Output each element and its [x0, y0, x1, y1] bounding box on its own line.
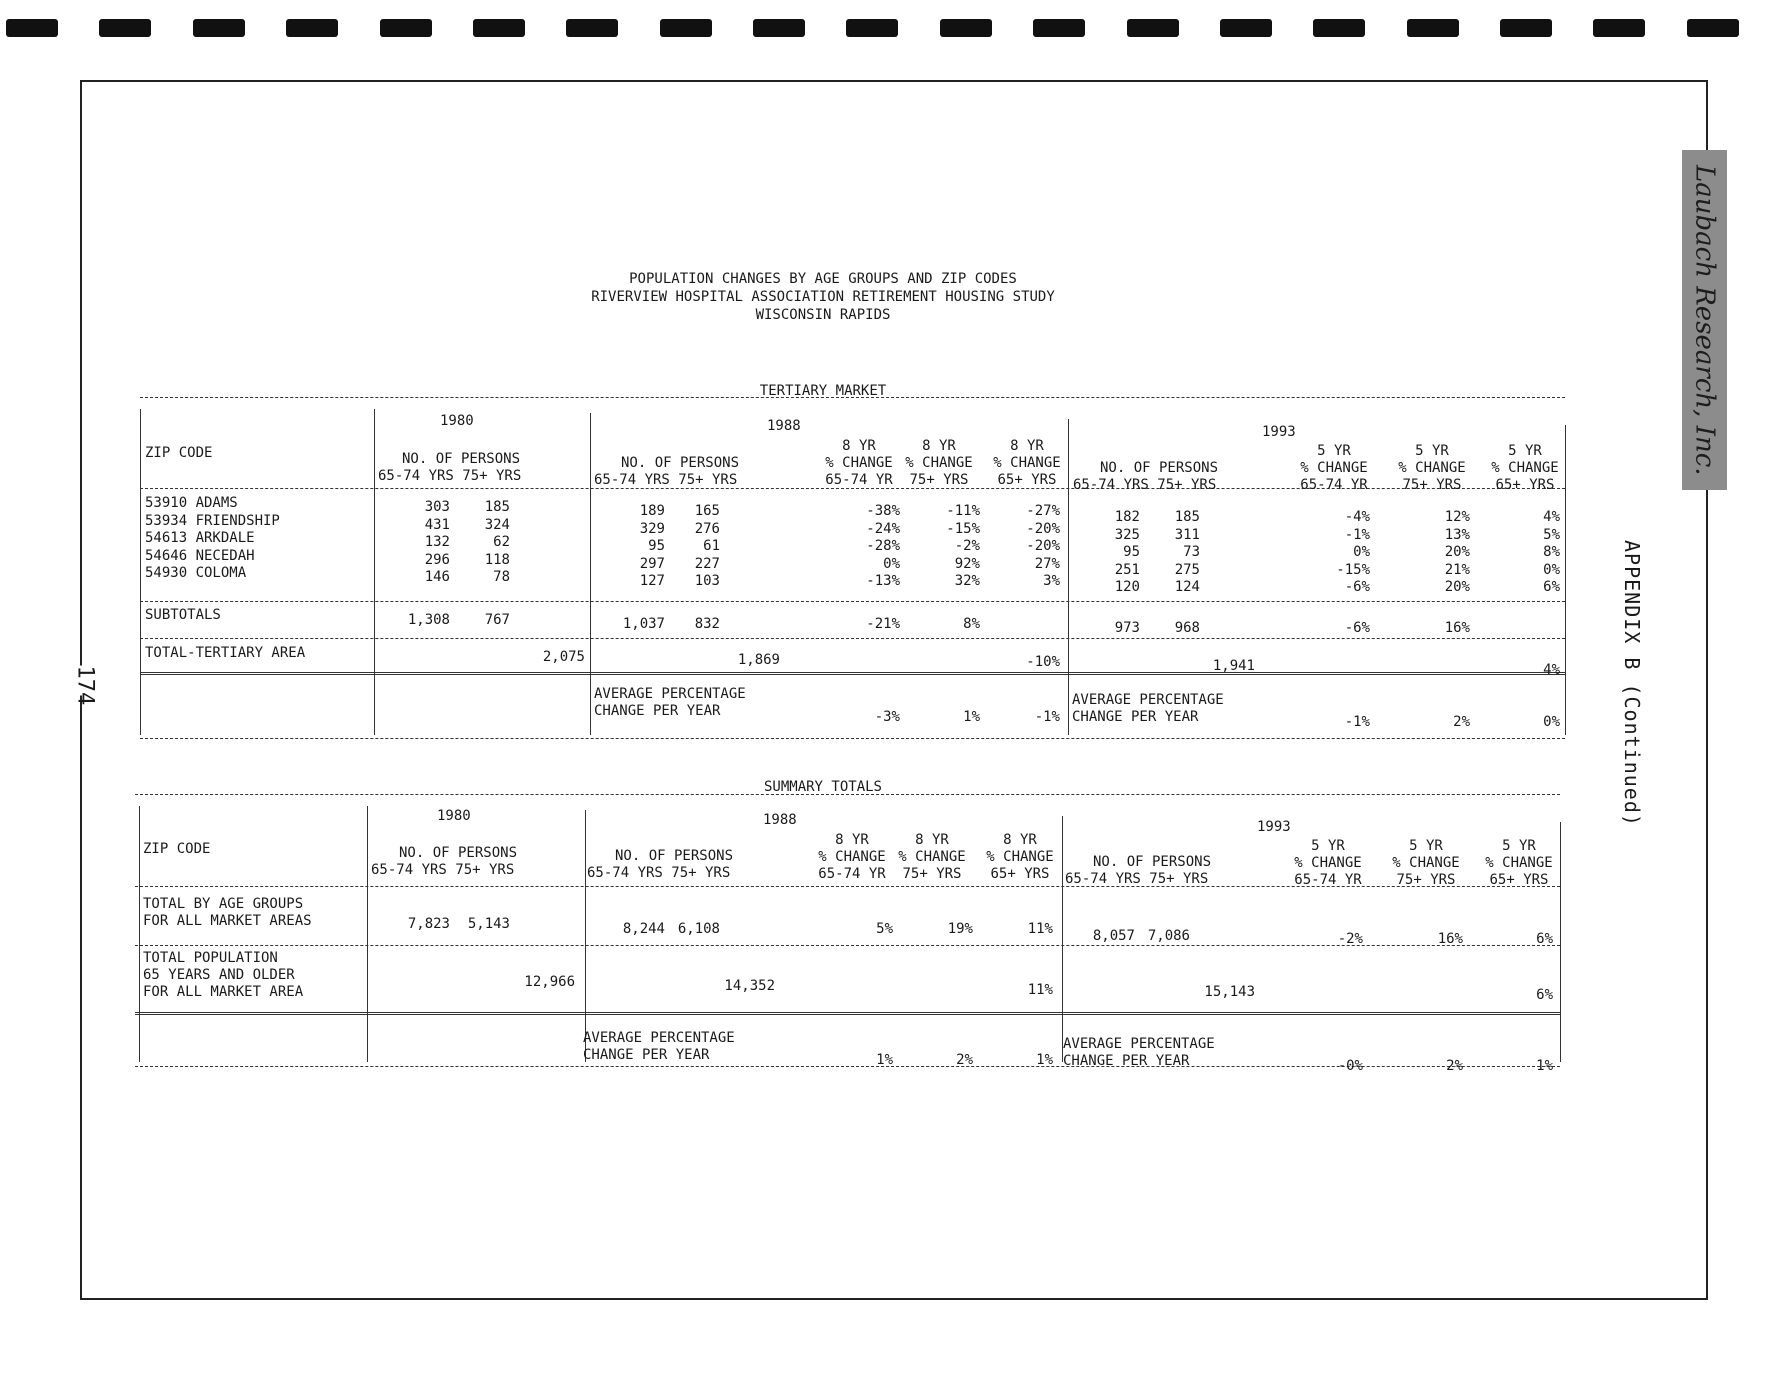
- table-cell: -20%: [1026, 520, 1060, 537]
- appendix-label: APPENDIX B (Continued): [1620, 540, 1644, 827]
- logo-text: Laubach Research, Inc.: [1689, 164, 1720, 476]
- tertiary-market-title: TERTIARY MARKET: [759, 383, 887, 399]
- table-cell: -13%: [866, 573, 900, 589]
- total-cell: -10%: [1026, 654, 1060, 670]
- change-8yr-b: 8 YR % CHANGE 75+ YRS: [905, 438, 973, 488]
- column-divider: [367, 806, 368, 1062]
- table-cell: 227: [694, 555, 720, 572]
- summary-cell: 16%: [1437, 931, 1463, 947]
- table-cell: 20%: [1444, 579, 1470, 595]
- table-cell: 324: [484, 516, 510, 533]
- summary-cell: 8,057: [1092, 928, 1135, 944]
- table-cell: 182: [1114, 509, 1140, 525]
- table-cell: 62: [493, 534, 510, 550]
- subtotal-cell: 1,037: [622, 616, 665, 632]
- rule: [140, 638, 1565, 639]
- summary-cell: -2%: [1337, 931, 1363, 947]
- total-cell: 1,941: [1212, 658, 1255, 674]
- zip-code-cell: 54613 ARKDALE: [145, 530, 255, 546]
- year-1988-header: 1988: [767, 418, 801, 434]
- change-5yr-a: 5 YR % CHANGE 65-74 YR: [1300, 443, 1368, 493]
- table-cell: 275: [1174, 561, 1200, 578]
- table-cell: 0%: [883, 555, 900, 572]
- summary-cell: 15,143: [1204, 984, 1255, 1000]
- column-divider: [585, 810, 586, 1062]
- title-line-2: RIVERVIEW HOSPITAL ASSOCIATION RETIREMENT HOUSING STUDY: [591, 289, 1055, 305]
- subtotal-cell: 968: [1174, 620, 1200, 636]
- zip-code-cell: 53934 FRIENDSHIP: [145, 512, 280, 529]
- summary-cell: 14,352: [724, 978, 775, 994]
- table-cell: -1%: [1344, 526, 1370, 543]
- subtotal-cell: -6%: [1344, 620, 1370, 636]
- rule: [135, 794, 1560, 795]
- summary-cell: 6%: [1536, 931, 1553, 947]
- subtotal-cell: 1,308: [407, 612, 450, 628]
- column-divider: [1068, 419, 1069, 735]
- table-cell: -4%: [1344, 509, 1370, 525]
- double-rule: [140, 672, 1565, 675]
- age-cols-1988: 65-74 YRS 75+ YRS: [594, 472, 738, 488]
- title-line-1: POPULATION CHANGES BY AGE GROUPS AND ZIP CODES: [629, 271, 1017, 287]
- table-cell: 251: [1114, 561, 1140, 578]
- no-persons-1980: NO. OF PERSONS: [399, 845, 518, 861]
- total-tertiary-label: TOTAL-TERTIARY AREA: [145, 645, 306, 661]
- table-cell: 325: [1114, 526, 1140, 543]
- table-cell: 8%: [1543, 544, 1560, 560]
- table-cell: 95: [648, 538, 665, 554]
- change-5yr-b: 5 YR % CHANGE 75+ YRS: [1398, 443, 1466, 493]
- table-cell: 21%: [1444, 561, 1470, 578]
- year-1988-header: 1988: [763, 812, 797, 828]
- table-cell: 0%: [1353, 544, 1370, 560]
- table-cell: 5%: [1543, 526, 1560, 543]
- table-cell: 132: [424, 534, 450, 550]
- summary-cell: 5%: [876, 921, 893, 937]
- zip-code-header: ZIP CODE: [143, 841, 211, 857]
- table-cell: 6%: [1543, 579, 1560, 595]
- no-persons-1993: NO. OF PERSONS: [1093, 854, 1212, 870]
- table-cell: -27%: [1026, 503, 1060, 519]
- page-number: 174: [72, 665, 98, 706]
- subtotals-label: SUBTOTALS: [145, 607, 221, 623]
- change-5yr-c: 5 YR % CHANGE 65+ YRS: [1485, 838, 1553, 888]
- avg-cell: -1%: [1344, 714, 1370, 730]
- avg-cell: 2%: [1453, 714, 1470, 730]
- table-cell: 118: [484, 551, 510, 568]
- table-cell: 146: [424, 569, 450, 585]
- table-cell: 95: [1123, 544, 1140, 560]
- rule: [140, 397, 1565, 398]
- table-cell: -2%: [954, 538, 980, 554]
- table-cell: 73: [1183, 544, 1200, 560]
- subtotal-cell: 767: [484, 612, 510, 628]
- column-divider: [1565, 425, 1566, 735]
- table-cell: -24%: [866, 520, 900, 537]
- avg-cell: 0%: [1543, 714, 1560, 730]
- document-title: [0, 270, 1646, 324]
- table-cell: 296: [424, 551, 450, 568]
- avg-cell: -0%: [1337, 1058, 1363, 1074]
- summary-cell: 19%: [947, 921, 973, 937]
- binding-punch-holes: [6, 19, 1739, 39]
- zip-code-cell: 54646 NECEDAH: [145, 547, 255, 564]
- table-cell: 3%: [1043, 573, 1060, 589]
- no-persons-1988: NO. OF PERSONS: [621, 455, 740, 471]
- column-divider: [1560, 822, 1561, 1062]
- zip-code-cell: 53910 ADAMS: [145, 495, 238, 511]
- rule: [140, 738, 1565, 739]
- age-cols-1988: 65-74 YRS 75+ YRS: [587, 865, 731, 881]
- table-cell: 61: [703, 538, 720, 554]
- table-cell: -15%: [946, 520, 980, 537]
- column-divider: [590, 413, 591, 735]
- avg-cell: 2%: [956, 1052, 973, 1068]
- table-cell: 12%: [1444, 509, 1470, 525]
- change-8yr-b: 8 YR % CHANGE 75+ YRS: [898, 832, 966, 882]
- no-persons-1988: NO. OF PERSONS: [615, 848, 734, 864]
- summary-cell: 8,244: [622, 921, 665, 937]
- summary-totals-title: SUMMARY TOTALS: [763, 779, 882, 795]
- change-8yr-a: 8 YR % CHANGE 65-74 YR: [825, 438, 893, 488]
- year-1993-header: 1993: [1262, 424, 1296, 440]
- no-persons-1980: NO. OF PERSONS: [402, 451, 521, 467]
- age-cols-1993: 65-74 YRS 75+ YRS: [1073, 477, 1217, 493]
- age-cols-1980: 65-74 YRS 75+ YRS: [378, 468, 522, 484]
- table-cell: 27%: [1034, 555, 1060, 572]
- change-5yr-c: 5 YR % CHANGE 65+ YRS: [1491, 443, 1559, 493]
- subtotal-cell: 973: [1114, 620, 1140, 636]
- subtotal-cell: 832: [694, 616, 720, 632]
- table-cell: 0%: [1543, 561, 1560, 578]
- avg-label-1988: AVERAGE PERCENTAGE CHANGE PER YEAR: [583, 1030, 735, 1063]
- rule: [140, 601, 1565, 602]
- table-cell: -6%: [1344, 579, 1370, 595]
- double-rule: [135, 1012, 1560, 1015]
- table-cell: 185: [1174, 509, 1200, 525]
- table-cell: 165: [694, 503, 720, 519]
- zip-code-header: ZIP CODE: [145, 445, 213, 461]
- avg-label-1993: AVERAGE PERCENTAGE CHANGE PER YEAR: [1063, 1036, 1215, 1069]
- table-cell: 4%: [1543, 509, 1560, 525]
- year-1980-header: 1980: [437, 808, 471, 824]
- summary-cell: 7,086: [1147, 928, 1190, 944]
- column-divider: [1062, 816, 1063, 1062]
- year-1980-header: 1980: [440, 413, 474, 429]
- table-cell: -20%: [1026, 538, 1060, 554]
- change-8yr-c: 8 YR % CHANGE 65+ YRS: [993, 438, 1061, 488]
- table-cell: 32%: [954, 573, 980, 589]
- summary-cell: 5,143: [467, 916, 510, 932]
- table-cell: 276: [694, 520, 720, 537]
- summary-totals-table: [135, 790, 1565, 1090]
- age-cols-1993: 65-74 YRS 75+ YRS: [1065, 871, 1209, 887]
- change-8yr-a: 8 YR % CHANGE 65-74 YR: [818, 832, 886, 882]
- table-cell: -38%: [866, 503, 900, 519]
- summary-cell: 11%: [1027, 982, 1053, 998]
- table-cell: 124: [1174, 579, 1200, 595]
- no-persons-1993: NO. OF PERSONS: [1100, 460, 1219, 476]
- summary-cell: 6%: [1536, 987, 1553, 1003]
- age-cols-1980: 65-74 YRS 75+ YRS: [371, 862, 515, 878]
- table-cell: 92%: [954, 555, 980, 572]
- table-cell: 189: [639, 503, 665, 519]
- avg-cell: 1%: [1036, 1052, 1053, 1068]
- summary-cell: 7,823: [407, 916, 450, 932]
- subtotal-cell: -21%: [866, 616, 900, 632]
- company-logo: [1682, 150, 1727, 490]
- table-cell: -28%: [866, 538, 900, 554]
- summary-cell: 12,966: [524, 974, 575, 990]
- year-1993-header: 1993: [1257, 819, 1291, 835]
- column-divider: [140, 409, 141, 735]
- total-population-label: TOTAL POPULATION 65 YEARS AND OLDER FOR ALL MARKET AREA: [143, 950, 304, 1000]
- avg-cell: 1%: [1536, 1058, 1553, 1074]
- avg-cell: 2%: [1446, 1058, 1463, 1074]
- column-divider: [374, 409, 375, 735]
- table-cell: 13%: [1444, 526, 1470, 543]
- avg-cell: 1%: [963, 709, 980, 725]
- table-cell: 78: [493, 569, 510, 585]
- title-line-3: WISCONSIN RAPIDS: [755, 307, 891, 323]
- table-cell: -11%: [946, 503, 980, 519]
- table-cell: 297: [639, 555, 665, 572]
- table-cell: 185: [484, 499, 510, 515]
- subtotal-cell: 16%: [1444, 620, 1470, 636]
- avg-label-1988: AVERAGE PERCENTAGE CHANGE PER YEAR: [594, 686, 746, 719]
- change-5yr-b: 5 YR % CHANGE 75+ YRS: [1392, 838, 1460, 888]
- total-cell: 1,869: [737, 652, 780, 668]
- table-cell: 127: [639, 573, 665, 589]
- tertiary-market-table: [140, 395, 1570, 745]
- avg-cell: -1%: [1034, 709, 1060, 725]
- total-cell: 2,075: [542, 649, 585, 665]
- column-divider: [139, 806, 140, 1062]
- table-cell: 303: [424, 499, 450, 515]
- table-cell: -15%: [1336, 561, 1370, 578]
- total-cell: 4%: [1543, 662, 1560, 678]
- summary-cell: 11%: [1027, 921, 1053, 937]
- change-8yr-c: 8 YR % CHANGE 65+ YRS: [986, 832, 1054, 882]
- table-cell: 20%: [1444, 544, 1470, 560]
- table-cell: 329: [639, 520, 665, 537]
- summary-cell: 6,108: [677, 921, 720, 937]
- avg-label-1993: AVERAGE PERCENTAGE CHANGE PER YEAR: [1072, 692, 1224, 725]
- table-cell: 103: [694, 573, 720, 589]
- table-cell: 431: [424, 516, 450, 533]
- total-by-age-groups-label: TOTAL BY AGE GROUPS FOR ALL MARKET AREAS: [143, 896, 312, 929]
- table-cell: 120: [1114, 579, 1140, 595]
- table-cell: 311: [1174, 526, 1200, 543]
- avg-cell: 1%: [876, 1052, 893, 1068]
- avg-cell: -3%: [874, 709, 900, 725]
- zip-code-cell: 54930 COLOMA: [145, 565, 247, 581]
- subtotal-cell: 8%: [963, 616, 980, 632]
- change-5yr-a: 5 YR % CHANGE 65-74 YR: [1294, 838, 1362, 888]
